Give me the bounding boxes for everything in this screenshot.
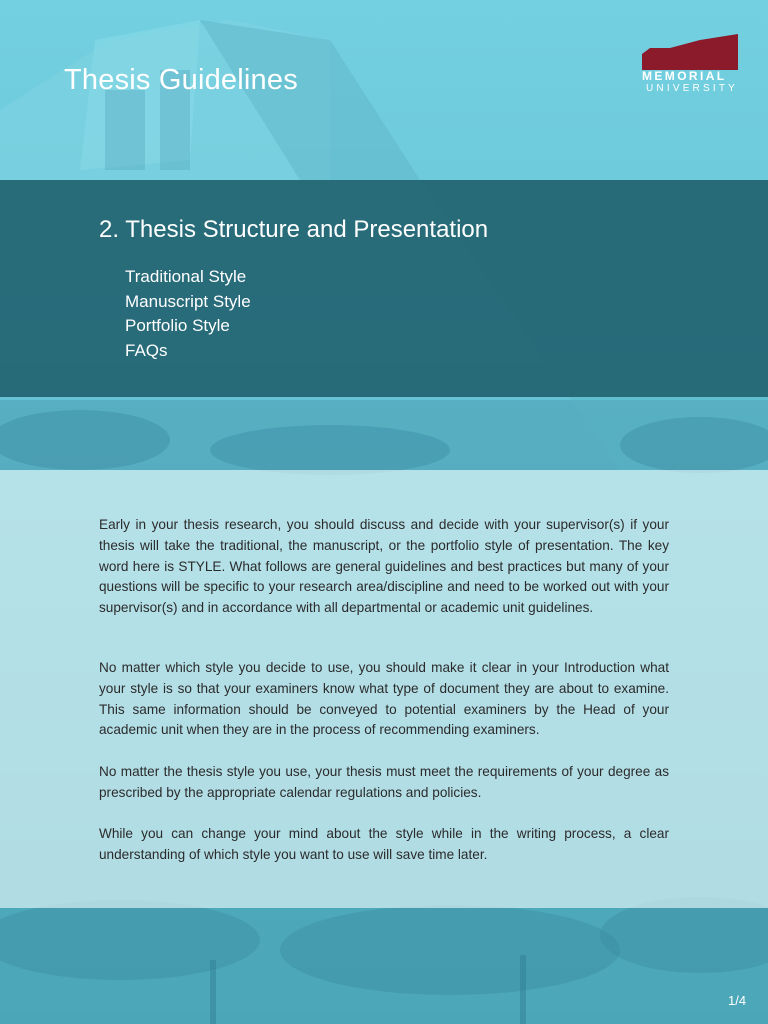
paragraph: No matter which style you decide to use, you should make it clear in your Introduction what your style is so that your examiners know what type of document they are about to examine. This same information should be conveyed to potential examiners by the Head of your academic unit when they are in the process of recommending examiners. bbox=[99, 660, 669, 738]
logo-mark-icon bbox=[640, 34, 740, 72]
page-number: 1/4 bbox=[728, 993, 747, 1008]
paragraph: No matter the thesis style you use, your thesis must meet the requirements of your degree as prescribed by the appropriate calendar regulations and policies. bbox=[99, 764, 669, 800]
toc-item-faqs[interactable]: FAQs bbox=[125, 340, 168, 360]
section-title: 2. Thesis Structure and Presentation bbox=[99, 216, 489, 243]
paragraph: Early in your thesis research, you should discuss and decide with your supervisor(s) if your thesis will take the traditional, the manuscript, or the portfolio style of presentation. The key word here is STYLE. What follows are general guidelines and best practices but many of your questions will be specific to your research area/discipline and need to be worked out with your supervisor(s) and in accordance with all departmental or academic unit guidelines. bbox=[99, 517, 669, 616]
logo-subname: UNIVERSITY bbox=[646, 83, 739, 94]
toc-item-manuscript-style[interactable]: Manuscript Style bbox=[125, 291, 251, 311]
toc-item-traditional-style[interactable]: Traditional Style bbox=[125, 267, 247, 286]
table-of-contents bbox=[125, 265, 251, 363]
document-title: Thesis Guidelines bbox=[64, 64, 298, 96]
section-band bbox=[0, 180, 768, 397]
paragraph: While you can change your mind about the style while in the writing process, a clear understanding of which style you want to use will save time later. bbox=[99, 826, 669, 862]
logo-name: MEMORIAL bbox=[642, 69, 727, 83]
university-logo bbox=[640, 34, 740, 98]
toc-item-portfolio-style[interactable]: Portfolio Style bbox=[125, 316, 230, 336]
